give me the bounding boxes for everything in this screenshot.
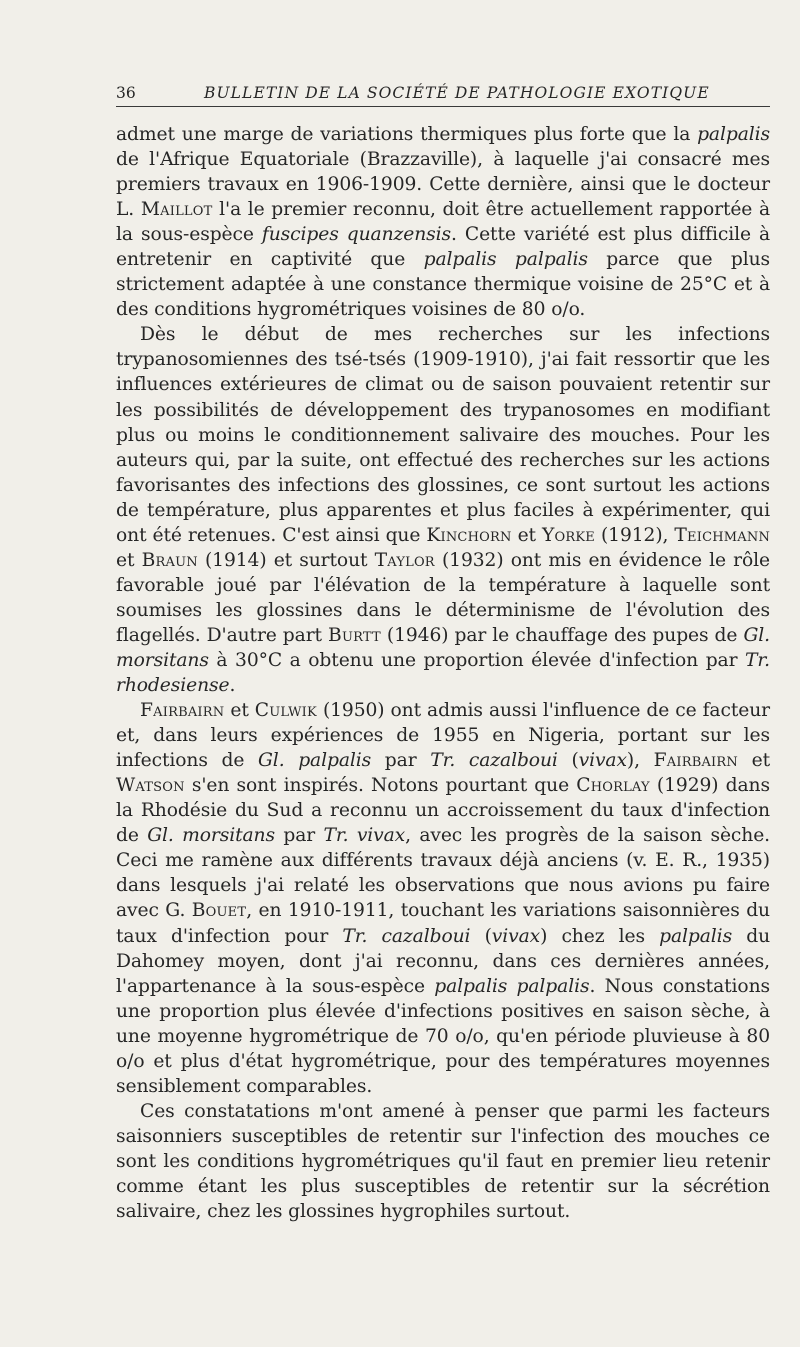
- running-header: [116, 84, 770, 107]
- author-name: Fairbairn: [140, 700, 225, 722]
- species-name: palpalis palpalis: [434, 975, 590, 997]
- text-run: parce que plus strictement adaptée à une constance thermique voisine de 25°C et à des conditions hygrométriques voisines de 80 o/o.: [116, 249, 770, 321]
- species-name: Tr. cazalboui: [430, 750, 558, 772]
- text-run: . Nous constations une proportion plus élevée d'infections positives en saison sèche, à une moyenne hygrométrique de 70 o/o, qu'en période pluvieuse à 80 o/o et plus d'état hygrométrique, pour des températures moyennes sensiblement comparables.: [116, 975, 770, 1097]
- text-run: (1932) ont mis en évidence le rôle favorable joué par l'élévation de la température à laquelle sont soumises les glossines dans le déterminisme de l'évolution des flagellés. D'autre part: [116, 549, 770, 646]
- author-name: Bouet: [191, 900, 247, 922]
- text-run: ),: [626, 750, 654, 772]
- species-name: vivax: [578, 750, 627, 772]
- species-name: Gl. morsitans: [147, 825, 275, 847]
- author-name: Chorlay: [576, 775, 650, 797]
- author-name: Taylor: [374, 549, 435, 571]
- author-name: Yorke: [541, 524, 595, 546]
- text-run: Ces constatations m'ont amené à penser que parmi les facteurs saisonniers susceptibles de retentir sur l'infection des mouches ce sont les conditions hygrométriques qu'il faut en premier lieu retenir comme étant les plus susceptibles de retentir sur la sécrétion salivaire, chez les glossines hygrophiles surtout.: [116, 1100, 770, 1223]
- text-run: (1914) et surtout: [197, 549, 375, 571]
- text-run: (1950) ont admis aussi l'influence de ce facteur et, dans leurs expériences de 1955 en Nigeria, portant sur les infections de: [116, 700, 770, 772]
- text-run: et: [511, 524, 542, 546]
- species-name: vivax: [491, 925, 541, 947]
- text-run: par: [371, 750, 431, 772]
- author-name: Fairbairn: [653, 750, 738, 772]
- text-run: par: [274, 825, 324, 847]
- species-name: palpalis: [697, 124, 770, 145]
- text-run: (: [470, 925, 492, 947]
- author-name: Watson: [116, 775, 185, 797]
- text-run: , en 1910-1911, touchant les variations saisonnières du taux d'infection pour: [116, 900, 770, 947]
- author-name: Burtt: [328, 624, 381, 646]
- author-name: Teichmann: [674, 524, 771, 546]
- article-body: [116, 122, 770, 1224]
- text-run: (1946) par le chauffage des pupes de: [380, 624, 744, 646]
- text-run: Dès le début de mes recherches sur les infections trypanosomiennes des tsé-tsés (1909-1910), j'ai fait ressortir que les influences extérieures de climat ou de saison pouvaient retentir sur les possibilités de développement des trypanosomes en modifiant plus ou moins le conditionnement salivaire des mouches. Pour les auteurs qui, par la suite, ont effectué des recherches sur les actions favorisantes des infections des glossines, ce sont surtout les actions de température, plus apparentes et plus faciles à expérimenter, qui ont été retenues. C'est ainsi que: [116, 324, 770, 546]
- text-run: du Dahomey moyen, dont j'ai reconnu, dans ces dernières années, l'appartenance à la sous-espèce: [116, 925, 771, 997]
- species-name: fuscipes quanzensis: [261, 224, 452, 246]
- text-run: et: [224, 700, 255, 722]
- text-run: de l'Afrique Equatoriale (Brazzaville), à laquelle j'ai consacré mes premiers travaux en 1906-1909. Cette dernière, ainsi que le docteur L.: [116, 149, 770, 221]
- text-run: (1929) dans la Rhodésie du Sud a reconnu un accroissement du taux d'infection de: [116, 775, 770, 847]
- species-name: palpalis: [659, 925, 733, 947]
- author-name: Culwik: [254, 700, 317, 722]
- author-name: Braun: [141, 549, 198, 571]
- text-run: l'a le premier reconnu, doit être actuellement rapportée à la sous-espèce: [116, 199, 770, 246]
- journal-title: BULLETIN DE LA SOCIÉTÉ DE PATHOLOGIE EXOTIQUE: [204, 84, 710, 102]
- text-run: s'en sont inspirés. Notons pourtant que: [184, 775, 577, 797]
- paragraph-1: [116, 122, 770, 322]
- paragraph-2: [116, 322, 770, 698]
- author-name: Maillot: [140, 199, 213, 221]
- text-run: , avec les progrès de la saison sèche. Ceci me ramène aux différents travaux déjà anciens (v. E. R., 1935) dans lesquels j'ai relaté les observations que nous avions pu faire avec G.: [116, 825, 771, 922]
- species-name: Gl. morsitans: [116, 624, 770, 671]
- paragraph-3: [116, 698, 770, 1099]
- species-name: Tr. rhodesiense: [116, 649, 770, 697]
- species-name: Gl. palpalis: [257, 750, 372, 772]
- text-run: à 30°C a obtenu une proportion élevée d'infection par: [208, 649, 746, 671]
- page-number: 36: [116, 84, 136, 102]
- text-run: (1912),: [594, 524, 675, 546]
- paragraph-4: [116, 1099, 770, 1224]
- text-run: (: [557, 750, 579, 772]
- author-name: Kinchorn: [426, 524, 512, 546]
- species-name: palpalis palpalis: [423, 249, 588, 271]
- text-run: admet une marge de variations thermiques plus forte que la: [116, 124, 698, 145]
- species-name: Tr. vivax: [323, 825, 406, 847]
- text-run: . Cette variété est plus difficile à entretenir en captivité que: [116, 224, 770, 271]
- text-run: et: [737, 750, 770, 772]
- text-run: et: [116, 549, 142, 571]
- species-name: Tr. cazalboui: [342, 925, 471, 947]
- text-run: .: [229, 675, 236, 697]
- text-run: ) chez les: [540, 925, 660, 947]
